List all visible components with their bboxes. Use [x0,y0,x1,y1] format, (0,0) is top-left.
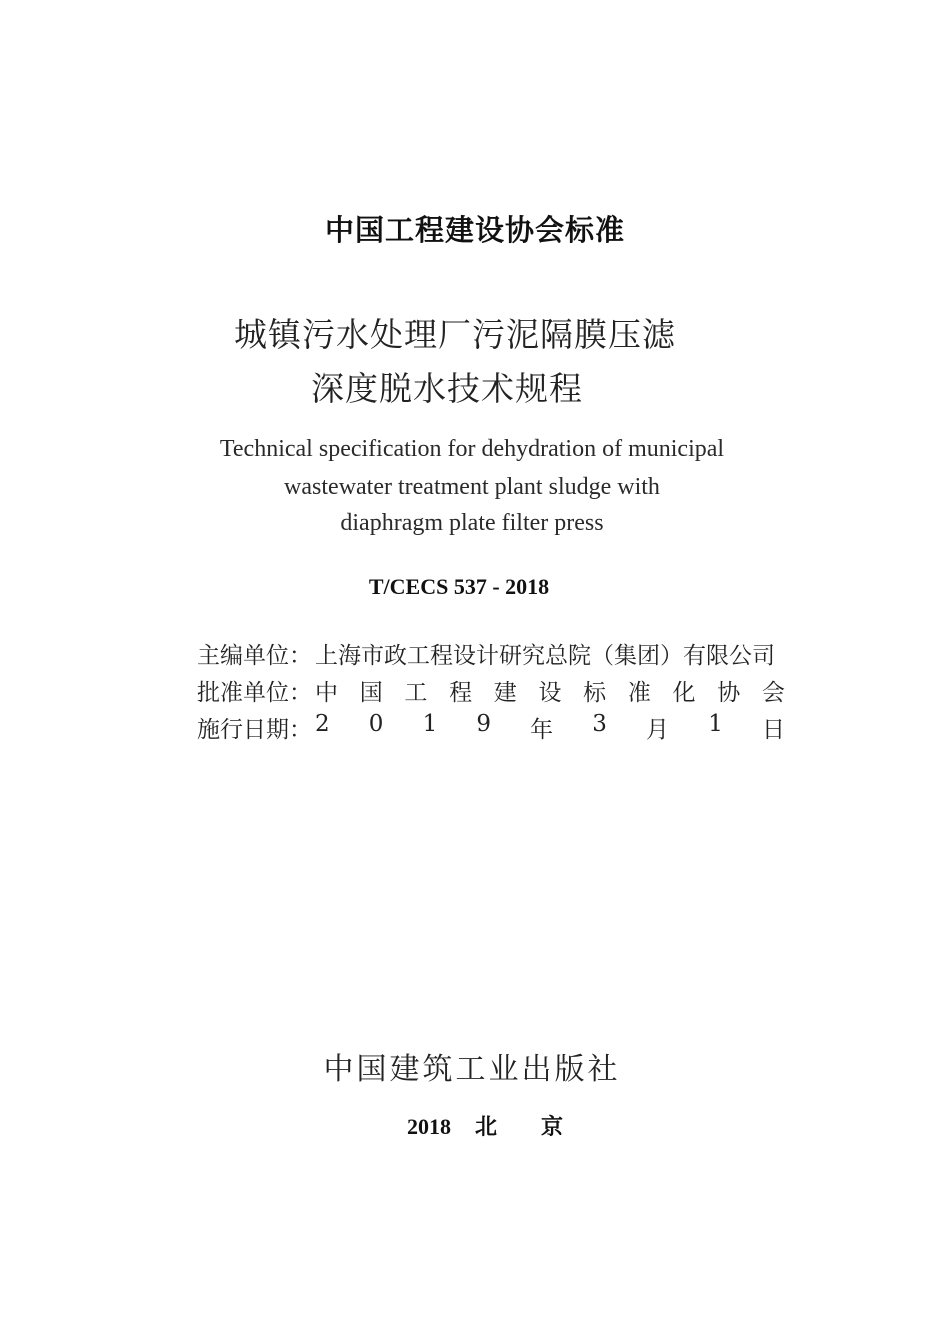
title-cn-line-1: 城镇污水处理厂污泥隔膜压滤 [234,315,676,354]
approver-char: 建 [493,680,517,706]
title-en-line-1: Technical specification for dehydration of municipal [219,436,725,462]
approver-char: 程 [449,680,473,706]
publisher-name: 中国建筑工业出版社 [323,1052,621,1087]
approver-char: 工 [404,680,428,706]
date-char: 3 [592,711,607,737]
publication-city: 北京 [475,1114,608,1139]
date-char: 9 [476,711,491,737]
date-char: 1 [708,711,723,737]
effective-date-row [197,711,787,745]
date-char: 年 [530,717,554,743]
approver-value [315,674,785,707]
chief-editor-label: 主编单位： [197,643,312,669]
publication-place [407,1110,607,1141]
date-char: 日 [761,717,785,743]
date-char: 1 [422,711,438,737]
approver-row [197,674,787,708]
approver-char: 会 [761,680,785,706]
date-char: 2 [315,711,330,737]
approver-char: 协 [717,680,741,706]
approver-char: 中 [315,680,338,706]
approver-char: 设 [538,680,562,706]
date-char: 0 [368,711,384,737]
effective-date-label: 施行日期： [197,717,312,743]
approver-char: 国 [359,680,383,706]
title-cn-line-2: 深度脱水技术规程 [311,369,583,408]
publication-year: 2018 [407,1114,451,1139]
chief-editor-value: 上海市政工程设计研究总院（集团）有限公司 [315,643,775,669]
approver-char: 化 [672,680,696,706]
date-char: 月 [646,717,670,743]
approver-label: 批准单位： [197,680,312,706]
effective-date-value [315,711,785,744]
standard-code: T/CECS 537 - 2018 [368,574,550,599]
approver-char: 标 [583,680,607,706]
title-en-line-3: diaphragm plate filter press [340,510,604,536]
chief-editor-row [197,637,787,671]
org-standard-heading: 中国工程建设协会标准 [324,213,625,247]
title-en-line-2: wastewater treatment plant sludge with [284,474,660,500]
approver-char: 准 [627,680,651,706]
